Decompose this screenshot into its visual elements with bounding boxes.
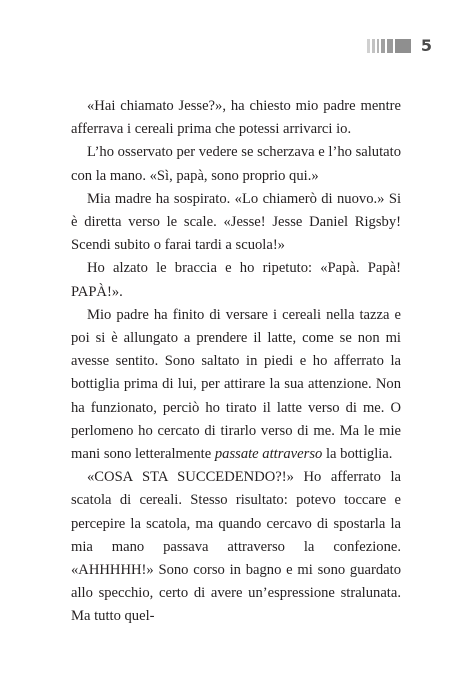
paragraph: Mia madre ha sospirato. «Lo chiamerò di nuovo.» Si è diretta verso le scale. «Jesse! Jesse Daniel Rigsby! Scendi subito o farai tardi a scuola!»	[71, 190, 401, 254]
paragraph: L’ho osservato per vedere se scherzava e l’ho salutato con la mano. «Sì, papà, sono proprio qui.»	[71, 144, 401, 184]
paragraph-text: Mio padre ha finito di versare i cereali nella tazza e poi si è allungato a prendere il latte, come se non mi avesse sentito. Sono saltato in piedi e ho afferrato la bottiglia prima di lui, per attirare la sua attenzione. Non ha funzionato, perciò ho tirato il latte verso di me. O perlomeno ho cercato di tirarlo verso di me. Ma le mie mani sono letteralmente	[71, 306, 401, 463]
decoration-bar	[387, 39, 393, 53]
decoration-bar	[377, 39, 379, 53]
page-header	[367, 38, 432, 54]
paragraph: «Hai chiamato Jesse?», ha chiesto mio padre mentre afferrava i cereali prima che potessi arrivarci io.	[71, 98, 401, 138]
italic-emphasis: passate attraverso	[214, 446, 323, 463]
page-number: 5	[420, 36, 432, 55]
paragraph: «COSA STA SUCCEDENDO?!» Ho afferrato la scatola di cereali. Stesso risultato: potevo toccare e percepire la scatola, ma quando cercavo di spostarla la mia mano passava attraverso la confezione. «AHHHHH!» Sono corso in bagno e mi sono guardato allo specchio, certo di avere un’espressione stralunata. Ma tutto quel-	[71, 469, 401, 625]
header-decoration-bars	[367, 39, 411, 53]
decoration-bar	[381, 39, 385, 53]
decoration-bar	[372, 39, 375, 53]
paragraph-text: la bottiglia.	[322, 446, 393, 463]
decoration-bar	[395, 39, 411, 53]
paragraph: Ho alzato le braccia e ho ripetuto: «Papà. Papà! PAPÀ!».	[71, 260, 401, 300]
body-text	[71, 95, 401, 629]
decoration-bar	[367, 39, 370, 53]
paragraph	[71, 304, 401, 466]
